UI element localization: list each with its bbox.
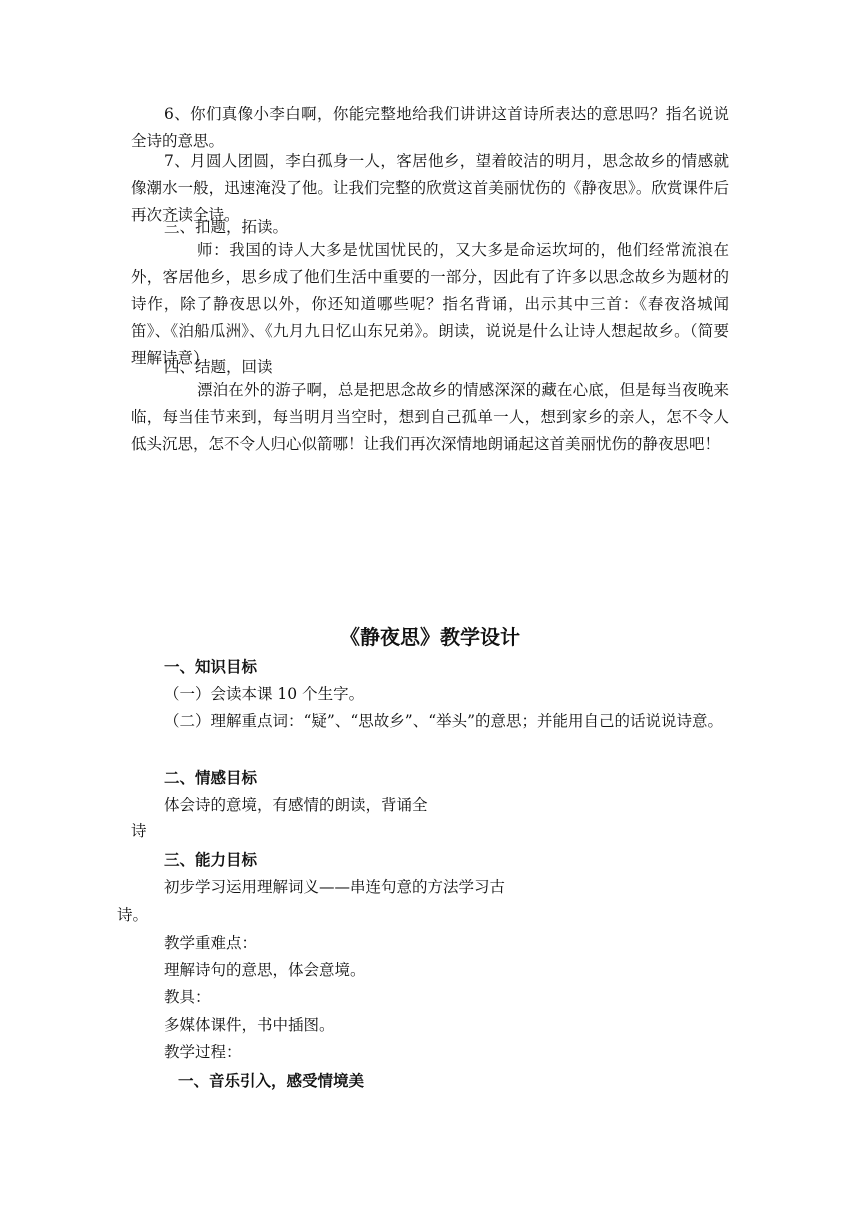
knowledge-goal-heading: 一、知识目标 [164,657,258,676]
ability-goal-line-2: 诗。 [117,906,149,924]
emotion-goal-heading: 二、情感目标 [164,768,258,787]
knowledge-goal-item-1: （一）会读本课 10 个生字。 [164,685,365,703]
emotion-goal-line-2: 诗 [131,822,147,840]
teaching-tools-text: 多媒体课件，书中插图。 [164,1016,335,1034]
ability-goal-line-1: 初步学习运用理解词义——串连句意的方法学习古 [164,878,506,896]
teaching-tools-label: 教具： [164,988,211,1006]
process-step-1-heading: 一、音乐引入，感受情境美 [178,1071,365,1090]
document-title: 《静夜思》教学设计 [340,625,520,649]
paragraph-teacher: 师：我国的诗人大多是忧国忧民的，又大多是命运坎坷的，他们经常流浪在外，客居他乡，思乡成了他们生活中重要的一部分，因此有了许多以思念故乡为题材的诗作，除了静夜思以外，你还知道哪些呢？指名背诵，出示其中三首：《春夜洛城闻笛》、《泊船瓜洲》、《九月九日忆山东兄弟》。朗读，说说是什么让诗人想起故乡。（简要理解诗意） [131,241,729,367]
emotion-goal-line-1: 体会诗的意境，有感情的朗读，背诵全 [164,796,428,814]
section-heading-4: 四、结题，回读 [164,358,273,376]
knowledge-goal-item-2: （二）理解重点词：“疑”、“思故乡”、“举头”的意思；并能用自己的话说说诗意。 [164,712,724,730]
key-points-label: 教学重难点： [164,934,258,952]
key-points-text: 理解诗句的意思，体会意境。 [164,961,366,979]
paragraph-ending: 漂泊在外的游子啊，总是把思念故乡的情感深深的藏在心底，但是每当夜晚来临，每当佳节来到，每当明月当空时，想到自己孤单一人，想到家乡的亲人，怎不令人低头沉思，怎不令人归心似箭哪！让我们再次深情地朗诵起这首美丽忧伤的静夜思吧！ [131,381,729,453]
section-heading-3: 三、扣题，拓读。 [164,218,289,236]
paragraph-7: 7、月圆人团圆，李白孤身一人，客居他乡，望着皎洁的明月，思念故乡的情感就像潮水一般，迅速淹没了他。让我们完整的欣赏这首美丽忧伤的《静夜思》。欣赏课件后再次齐读全诗。 [131,152,729,224]
teaching-process-label: 教学过程： [164,1043,242,1061]
paragraph-6: 6、你们真像小李白啊，你能完整地给我们讲讲这首诗所表达的意思吗？指名说说全诗的意思。 [131,105,729,150]
ability-goal-heading: 三、能力目标 [164,850,258,869]
